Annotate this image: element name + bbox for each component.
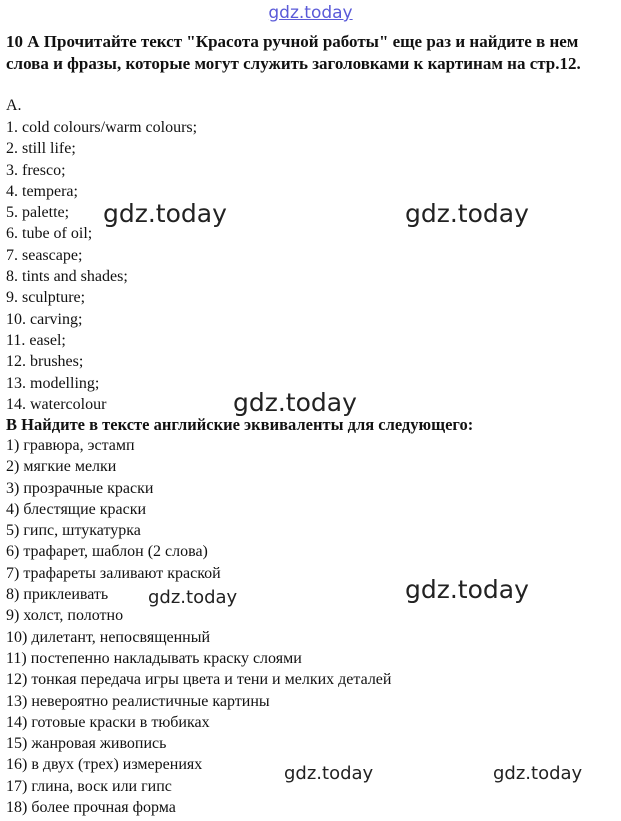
header-watermark[interactable]: gdz.today [268,3,353,23]
section-b-list [6,435,391,818]
list-item: 7) трафареты заливают краской [6,564,221,582]
list-item: 5) гипс, штукатурка [6,522,141,540]
list-item: 11) постепенно накладывать краску слоями [6,649,302,667]
list-item: 13) невероятно реалистичные картины [6,692,270,710]
watermark: gdz.today [284,763,374,784]
list-item: 14. watercolour [6,395,107,413]
list-item: 12. brushes; [6,353,84,371]
list-item: 6. tube of oil; [6,225,93,243]
list-item: 18) более прочная форма [6,799,176,817]
list-item: 14) готовые краски в тюбиках [6,713,210,731]
section-b-heading: В Найдите в тексте английские эквиваленты для следующего: [6,415,474,434]
list-item: 6) трафарет, шаблон (2 слова) [6,543,208,561]
list-item: 9. sculpture; [6,289,86,307]
list-item: 3. fresco; [6,161,66,179]
list-item: 4. tempera; [6,182,78,200]
list-item: 8. tints and shades; [6,268,128,286]
list-item: 5. palette; [6,204,70,222]
list-item: 2. still life; [6,140,76,158]
watermark: gdz.today [103,199,227,228]
list-item: 7. seascape; [6,246,83,264]
list-item: 2) мягкие мелки [6,458,117,476]
list-item: 10. carving; [6,310,83,328]
section-a-list [6,117,197,415]
list-item: 1) гравюра, эстамп [6,437,135,454]
watermark: gdz.today [493,763,583,784]
list-item: 16) в двух (трех) измерениях [6,756,203,774]
list-item: 1. cold colours/warm colours; [6,119,198,136]
list-item: 12) тонкая передача игры цвета и тени и мелких деталей [6,671,392,689]
list-item: 10) дилетант, непосвященный [6,628,211,646]
exercise-heading: 10 А Прочитайте текст "Красота ручной работы" еще раз и найдите в нем слова и фразы, которые могут служить заголовками к картинам на стр.12. [6,32,581,73]
list-item: 17) глина, воск или гипс [6,777,172,795]
list-item: 8) приклеивать [6,586,109,604]
list-item: 9) холст, полотно [6,607,124,625]
list-item: 11. easel; [6,331,66,349]
watermark: gdz.today [148,587,238,608]
watermark: gdz.today [405,199,529,228]
list-item: 13. modelling; [6,374,100,392]
watermark: gdz.today [405,575,529,604]
watermark: gdz.today [233,388,357,417]
list-item: 15) жанровая живопись [6,735,167,753]
list-item: 4) блестящие краски [6,500,147,518]
list-item: 3) прозрачные краски [6,479,154,497]
section-a-label: А. [6,97,22,114]
